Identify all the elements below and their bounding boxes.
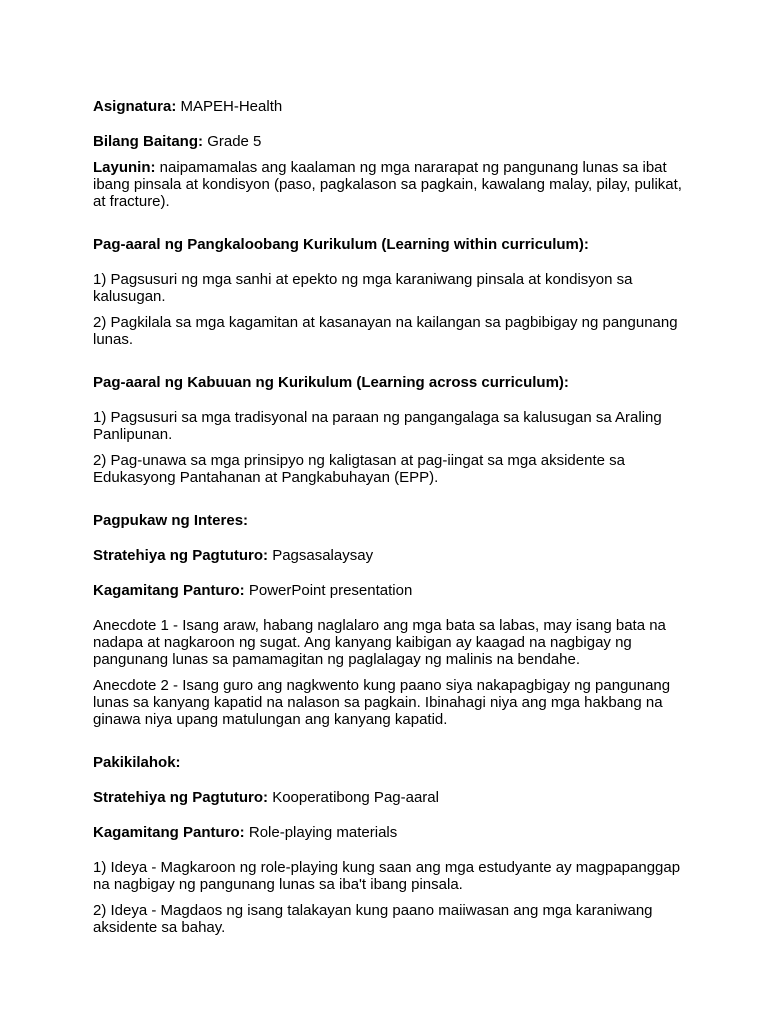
across-item-2: 2) Pag-unawa sa mga prinsipyo ng kaligtasan at pag-iingat sa mga aksidente sa Edukasyong Pantahanan at Pangkabuhayan (EPP). [93, 452, 625, 486]
idea-1: 1) Ideya - Magkaroon ng role-playing kung saan ang mga estudyante ay magpapanggap na nagbigay ng pangunang lunas sa iba't ibang pinsala. [93, 859, 681, 893]
subject-label: Asignatura: [93, 98, 177, 115]
anecdote-2: Anecdote 2 - Isang guro ang nagkwento kung paano siya nakapagbigay ng pangunang lunas sa kanyang kapatid na nalason sa pagkain. Ibinahagi niya ang mga hakbang na ginawa niya upang matulungan ang kanyang kapatid. [93, 677, 671, 728]
across-item-1: 1) Pagsusuri sa mga tradisyonal na paraan ng pangangalaga sa kalusugan sa Araling Panlipunan. [93, 409, 662, 443]
interest-heading: Pagpukaw ng Interes: [93, 512, 249, 529]
subject-value: MAPEH-Health [180, 98, 283, 115]
within-curriculum-heading: Pag-aaral ng Pangkaloobang Kurikulum (Learning within curriculum): [93, 236, 589, 253]
objective-label: Layunin: [93, 159, 156, 176]
participation-material-line [93, 824, 683, 841]
participation-material-value: Role-playing materials [248, 824, 398, 841]
objective-text: naipamamalas ang kaalaman ng mga nararapat ng pangunang lunas sa ibat ibang pinsala at kondisyon (paso, pagkalason sa pagkain, kawalang malay, pilay, pulikat, at fracture). [93, 159, 682, 210]
grade-line [93, 133, 683, 150]
interest-material-label: Kagamitang Panturo: [93, 582, 245, 599]
interest-strategy-label: Stratehiya ng Pagtuturo: [93, 547, 269, 564]
participation-strategy-line [93, 789, 683, 806]
lesson-plan-body [93, 98, 683, 936]
participation-strategy-value: Kooperatibong Pag-aaral [272, 789, 439, 806]
participation-heading: Pakikilahok: [93, 754, 181, 771]
participation-strategy-label: Stratehiya ng Pagtuturo: [93, 789, 269, 806]
interest-material-value: PowerPoint presentation [248, 582, 413, 599]
grade-label: Bilang Baitang: [93, 133, 204, 150]
objective-paragraph [93, 159, 683, 210]
idea-2: 2) Ideya - Magdaos ng isang talakayan kung paano maiiwasan ang mga karaniwang aksidente sa bahay. [93, 902, 653, 936]
grade-value: Grade 5 [207, 133, 262, 150]
interest-material-line [93, 582, 683, 599]
anecdote-1: Anecdote 1 - Isang araw, habang naglalaro ang mga bata sa labas, may isang bata na nadapa at nagkaroon ng sugat. Ang kanyang kaibigan ay kaagad na nagbigay ng pangunang lunas sa pamamagitan ng paglalagay ng malinis na bendahe. [93, 617, 666, 668]
within-item-2: 2) Pagkilala sa mga kagamitan at kasanayan na kailangan sa pagbibigay ng pangunang lunas. [93, 314, 678, 348]
across-curriculum-heading: Pag-aaral ng Kabuuan ng Kurikulum (Learning across curriculum): [93, 374, 569, 391]
interest-strategy-line [93, 547, 683, 564]
subject-line [93, 98, 683, 115]
within-item-1: 1) Pagsusuri ng mga sanhi at epekto ng mga karaniwang pinsala at kondisyon sa kalusugan. [93, 271, 633, 305]
participation-material-label: Kagamitang Panturo: [93, 824, 245, 841]
interest-strategy-value: Pagsasalaysay [272, 547, 374, 564]
